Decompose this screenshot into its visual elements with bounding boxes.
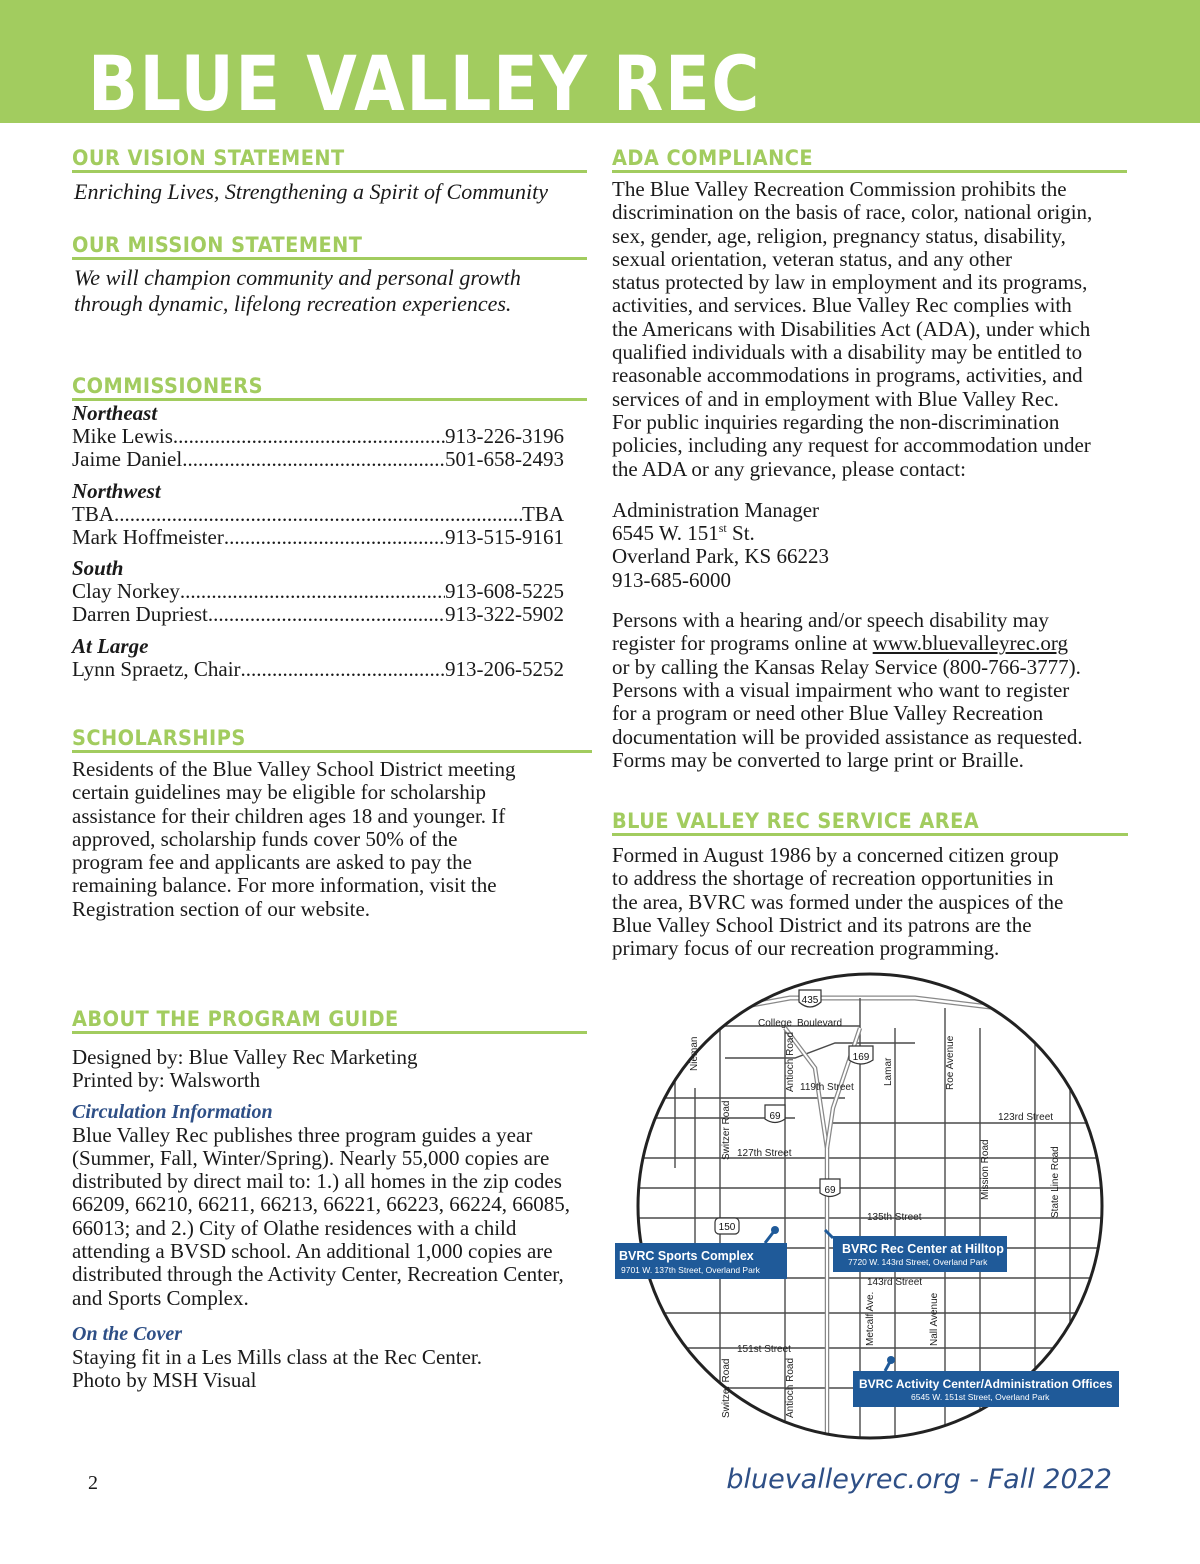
scholarships-section (72, 726, 592, 921)
website-link[interactable]: www.bluevalleyrec.org (872, 631, 1069, 656)
text-line: activities, and services. Blue Valley Rec complies with (612, 293, 1072, 318)
scholarships-heading: SCHOLARSHIPS (72, 726, 592, 753)
location-activity-center[interactable] (853, 1356, 1119, 1407)
interstate-435-shield (799, 990, 821, 1007)
region-heading: South (72, 556, 124, 581)
location-address: 9701 W. 137th Street, Overland Park (621, 1265, 760, 1275)
text-line: approved, scholarship funds cover 50% of the (72, 826, 458, 851)
text-line: assistance for their children ages 18 and younger. If (72, 803, 506, 828)
text-line: Persons with a visual impairment who want to register (612, 677, 1070, 702)
text-line: remaining balance. For more information, visit the (72, 873, 497, 898)
road-label: 127th Street (737, 1148, 792, 1159)
commissioner-row: Jaime Daniel ..... 501-658-2493 (72, 448, 564, 471)
text-line: The Blue Valley Recreation Commission prohibits the (612, 177, 1067, 201)
ada-contact (612, 499, 1132, 592)
circulation-text (72, 1124, 592, 1310)
circulation-heading: Circulation Information (72, 1100, 273, 1123)
contact-street: 6545 W. 151st St. (612, 521, 755, 546)
road-label: Antioch Road (785, 1031, 796, 1092)
road-label: 135th Street (867, 1212, 922, 1223)
road-label: Nieman (689, 1036, 700, 1071)
text-line: Blue Valley Rec publishes three program guides a year (72, 1122, 533, 1147)
text-line: primary focus of our recreation programming. (612, 936, 1000, 961)
text-line: status protected by law in employment and its programs, (612, 270, 1088, 295)
location-address: 6545 W. 151st Street, Overland Park (911, 1392, 1050, 1402)
text-line: Blue Valley School District and its patrons are the (612, 912, 1032, 937)
footer-url: bluevalleyrec.org - Fall 2022 (726, 1464, 1112, 1495)
header-banner (0, 0, 1200, 123)
svg-text:150: 150 (718, 1222, 736, 1233)
vision-heading: OUR VISION STATEMENT (72, 146, 587, 173)
scholarships-text (72, 758, 592, 921)
road-label: Switzer Road (721, 1100, 732, 1160)
text-line: the ADA or any grievance, please contact: (612, 456, 966, 481)
text-line: the Americans with Disabilities Act (ADA), under which (612, 316, 1091, 341)
svg-text:69: 69 (769, 1111, 781, 1122)
service-area-map (615, 968, 1125, 1448)
mission-line: through dynamic, lifelong recreation experiences. (74, 291, 512, 316)
location-name: BVRC Sports Complex (619, 1249, 754, 1263)
road-label: 151st Street (737, 1344, 791, 1355)
road-label: Switzer Road (721, 1358, 732, 1418)
text-line: 66209, 66210, 66211, 66213, 66221, 66223, 66224, 66085, (72, 1192, 570, 1217)
commissioner-row: Lynn Spraetz, Chair ..... 913-206-5252 (72, 658, 564, 681)
commissioner-row: Mark Hoffmeister ..... 913-515-9161 (72, 526, 564, 549)
commissioner-row: Mike Lewis ..... 913-226-3196 (72, 425, 564, 448)
text-line: policies, including any request for accommodation under (612, 433, 1091, 458)
us-169-shield (849, 1046, 873, 1064)
text-line: distributed by direct mail to: 1.) all homes in the zip codes (72, 1169, 562, 1194)
service-area-text (612, 844, 1132, 960)
location-name: BVRC Activity Center/Administration Offices (859, 1377, 1113, 1391)
road-label: 143rd Street (867, 1277, 923, 1288)
region-heading: Northwest (72, 478, 161, 503)
commissioners-heading: COMMISSIONERS (72, 374, 587, 401)
location-rec-center[interactable] (825, 1230, 1007, 1272)
road-label: College (758, 1018, 792, 1029)
cover-heading: On the Cover (72, 1322, 182, 1345)
text-line: documentation will be provided assistance as requested. (612, 724, 1083, 749)
location-address: 7720 W. 143rd Street, Overland Park (848, 1257, 988, 1267)
ada-disability-text (612, 609, 1132, 772)
road-label: Metcalf Ave. (865, 1291, 876, 1346)
svg-text:169: 169 (852, 1052, 870, 1063)
text-line: Persons with a hearing and/or speech disability may (612, 608, 1049, 633)
commissioner-row: Clay Norkey ..... 913-608-5225 (72, 580, 564, 603)
text-line: services of and in employment with Blue Valley Rec. (612, 386, 1059, 411)
text-line: qualified individuals with a disability may be entitled to (612, 340, 1083, 365)
region-heading: At Large (72, 633, 149, 658)
text-line: register for programs online at www.bluevalleyrec.org (612, 631, 1069, 656)
road-label: Lamar (883, 1057, 894, 1086)
printed-by: Printed by: Walsworth (72, 1068, 261, 1093)
road-label: Nall Avenue (929, 1292, 940, 1346)
svg-text:435: 435 (801, 995, 819, 1006)
text-line: For public inquiries regarding the non-discrimination (612, 409, 1060, 434)
contact-phone: 913-685-6000 (612, 567, 731, 592)
service-area-heading: BLUE VALLEY REC SERVICE AREA (612, 809, 1128, 836)
commissioner-row: TBA ..... TBA (72, 503, 564, 526)
vision-text: Enriching Lives, Strengthening a Spirit of Community (74, 179, 548, 204)
us-69-shield (765, 1105, 785, 1123)
text-line: Residents of the Blue Valley School District meeting (72, 757, 516, 781)
text-line: sexual orientation, veteran status, and any other (612, 246, 1013, 271)
text-line: or by calling the Kansas Relay Service (800-766-3777). (612, 654, 1081, 679)
road-label: Mission Road (980, 1139, 991, 1200)
text-line: to address the shortage of recreation opportunities in (612, 866, 1054, 891)
mission-heading: OUR MISSION STATEMENT (72, 233, 587, 260)
road-label: State Line Road (1050, 1146, 1061, 1218)
ada-text (612, 178, 1132, 481)
text-line: Registration section of our website. (72, 896, 371, 921)
page-title: BLUE VALLEY REC (88, 39, 762, 123)
vision-section (72, 146, 587, 205)
road-label: 123rd Street (998, 1112, 1054, 1123)
region-heading: Northeast (72, 401, 158, 425)
page-number: 2 (88, 1472, 98, 1494)
commissioner-row: Darren Dupriest ..... 913-322-5902 (72, 603, 564, 626)
contact-city: Overland Park, KS 66223 (612, 544, 829, 569)
text-line: the area, BVRC was formed under the auspices of the (612, 889, 1064, 914)
text-line: discrimination on the basis of race, color, national origin, (612, 200, 1093, 225)
text-line: attending a BVSD school. An additional 1,000 copies are (72, 1239, 553, 1264)
text-line: 66013; and 2.) City of Olathe residences with a child (72, 1215, 517, 1240)
ada-section (612, 146, 1132, 772)
mission-line: We will champion community and personal growth (74, 265, 521, 290)
road-label: 119th Street (800, 1082, 854, 1093)
text-line: (Summer, Fall, Winter/Spring). Nearly 55,000 copies are (72, 1145, 550, 1170)
text-line: Staying fit in a Les Mills class at the Rec Center. (72, 1344, 483, 1369)
text-line: program fee and applicants are asked to pay the (72, 850, 472, 875)
svg-text:69: 69 (824, 1185, 836, 1196)
text-line: Formed in August 1986 by a concerned citizen group (612, 843, 1059, 867)
designed-by: Designed by: Blue Valley Rec Marketing (72, 1045, 418, 1069)
road-label: Boulevard (797, 1018, 843, 1029)
program-guide-heading: ABOUT THE PROGRAM GUIDE (72, 1007, 587, 1034)
program-guide-section (72, 1007, 592, 1393)
k-150-shield (715, 1218, 739, 1234)
contact-title: Administration Manager (612, 497, 820, 522)
road-label: Roe Avenue (945, 1035, 956, 1090)
road-label: Antioch Road (785, 1357, 796, 1418)
text-line: reasonable accommodations in programs, activities, and (612, 363, 1083, 388)
cover-text (72, 1346, 592, 1393)
text-line: for a program or need other Blue Valley Recreation (612, 701, 1044, 726)
text-line: and Sports Complex. (72, 1285, 249, 1310)
text-line: Photo by MSH Visual (72, 1368, 257, 1393)
mission-section (72, 233, 587, 317)
service-area-section (612, 809, 1132, 960)
text-line: certain guidelines may be eligible for scholarship (72, 780, 487, 805)
ada-heading: ADA COMPLIANCE (612, 146, 1127, 173)
us-69-shield (820, 1179, 840, 1197)
location-name: BVRC Rec Center at Hilltop (842, 1242, 1004, 1256)
text-line: distributed through the Activity Center, Recreation Center, (72, 1262, 564, 1287)
text-line: Forms may be converted to large print or Braille. (612, 747, 1024, 772)
text-line: sex, gender, age, religion, pregnancy status, disability, (612, 223, 1066, 248)
commissioners-section (72, 374, 587, 681)
